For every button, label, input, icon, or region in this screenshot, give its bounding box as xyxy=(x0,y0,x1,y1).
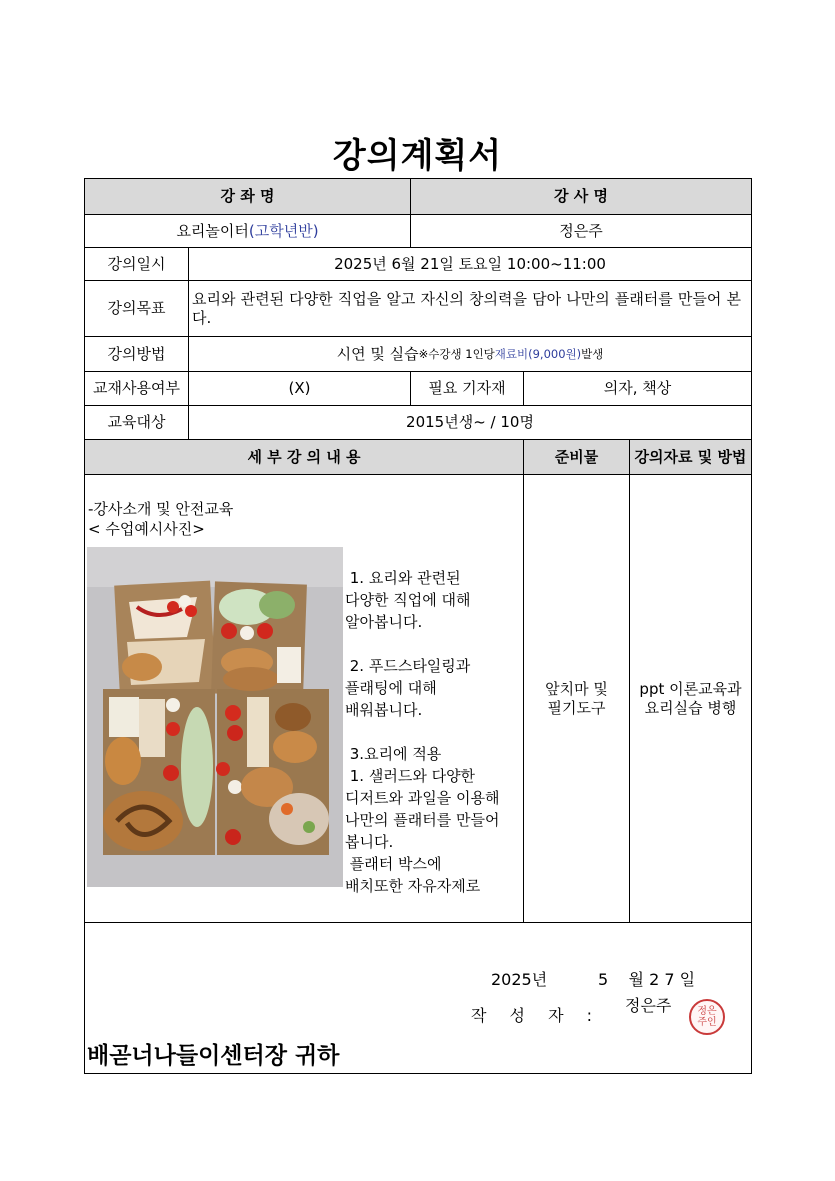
material-fee: 재료비(9,000원) xyxy=(494,346,582,361)
target-label: 교육대상 xyxy=(85,406,189,440)
prep-value: 앞치마 및 필기도구 xyxy=(524,475,630,923)
target-value: 2015년생~ / 10명 xyxy=(189,406,751,440)
method-note: ※수강생 1인당 xyxy=(418,346,495,361)
recipient: 배곧너나들이센터장 귀하 xyxy=(87,1043,340,1069)
equipment-label: 필요 기자재 xyxy=(411,372,524,406)
method-value xyxy=(189,337,751,372)
intro-line-safety: -강사소개 및 안전교육 xyxy=(88,500,234,518)
course-level: (고학년반) xyxy=(248,221,319,240)
course-name: 요리놀이터 xyxy=(176,221,249,240)
intro-line-photo-caption: < 수업예시사진> xyxy=(88,520,205,538)
detail-content-cell xyxy=(85,475,524,923)
prep-header: 준비물 xyxy=(524,440,630,475)
equipment-value: 의자, 책상 xyxy=(524,372,751,406)
signature-area xyxy=(85,923,751,1073)
document-title: 강의계획서 xyxy=(332,136,503,176)
instructor-header: 강 사 명 xyxy=(411,179,751,215)
writer-label: 작 성 자 : xyxy=(471,1006,602,1025)
seal-stamp: 정은 주인 xyxy=(689,999,725,1035)
course-name-header: 강 좌 명 xyxy=(85,179,411,215)
textbook-value: (X) xyxy=(189,372,411,406)
method-note-end: 발생 xyxy=(581,346,604,361)
date-value: 2025년 6월 21일 토요일 10:00~11:00 xyxy=(189,248,751,281)
lesson-steps: 1. 요리와 관련된 다양한 직업에 대해 알아봅니다. 2. 푸드스타일링과 플래팅에 대해 배워봅니다. 3.요리에 적용 1. 샐러드와 다양한 디저트와 과일을 이용해 나만의 플래터를 만들어 봅니다. 플래터 박스에 배치또한 자유자제로 xyxy=(345,569,500,895)
method-main: 시연 및 실습 xyxy=(336,344,419,363)
intro-text xyxy=(88,499,233,539)
example-class-photo xyxy=(87,547,343,887)
platter-photo-illustration xyxy=(87,547,343,887)
instructor-name: 정은주 xyxy=(411,215,751,248)
materials-header: 강의자료 및 방법 xyxy=(630,440,751,475)
materials-value: ppt 이론교육과 요리실습 병행 xyxy=(630,475,751,923)
goal-label: 강의목표 xyxy=(85,281,189,337)
writer-name: 정은주 xyxy=(625,996,672,1015)
goal-value: 요리와 관련된 다양한 직업을 알고 자신의 창의력을 담아 나만의 플래터를 만들어 본다. xyxy=(189,281,751,337)
method-label: 강의방법 xyxy=(85,337,189,372)
sign-date: 2025년 5 월 2 7 일 xyxy=(491,970,696,989)
date-label: 강의일시 xyxy=(85,248,189,281)
lecture-plan-table xyxy=(84,178,752,1074)
textbook-label: 교재사용여부 xyxy=(85,372,189,406)
detail-content-header: 세 부 강 의 내 용 xyxy=(85,440,524,475)
course-name-cell xyxy=(85,215,411,248)
